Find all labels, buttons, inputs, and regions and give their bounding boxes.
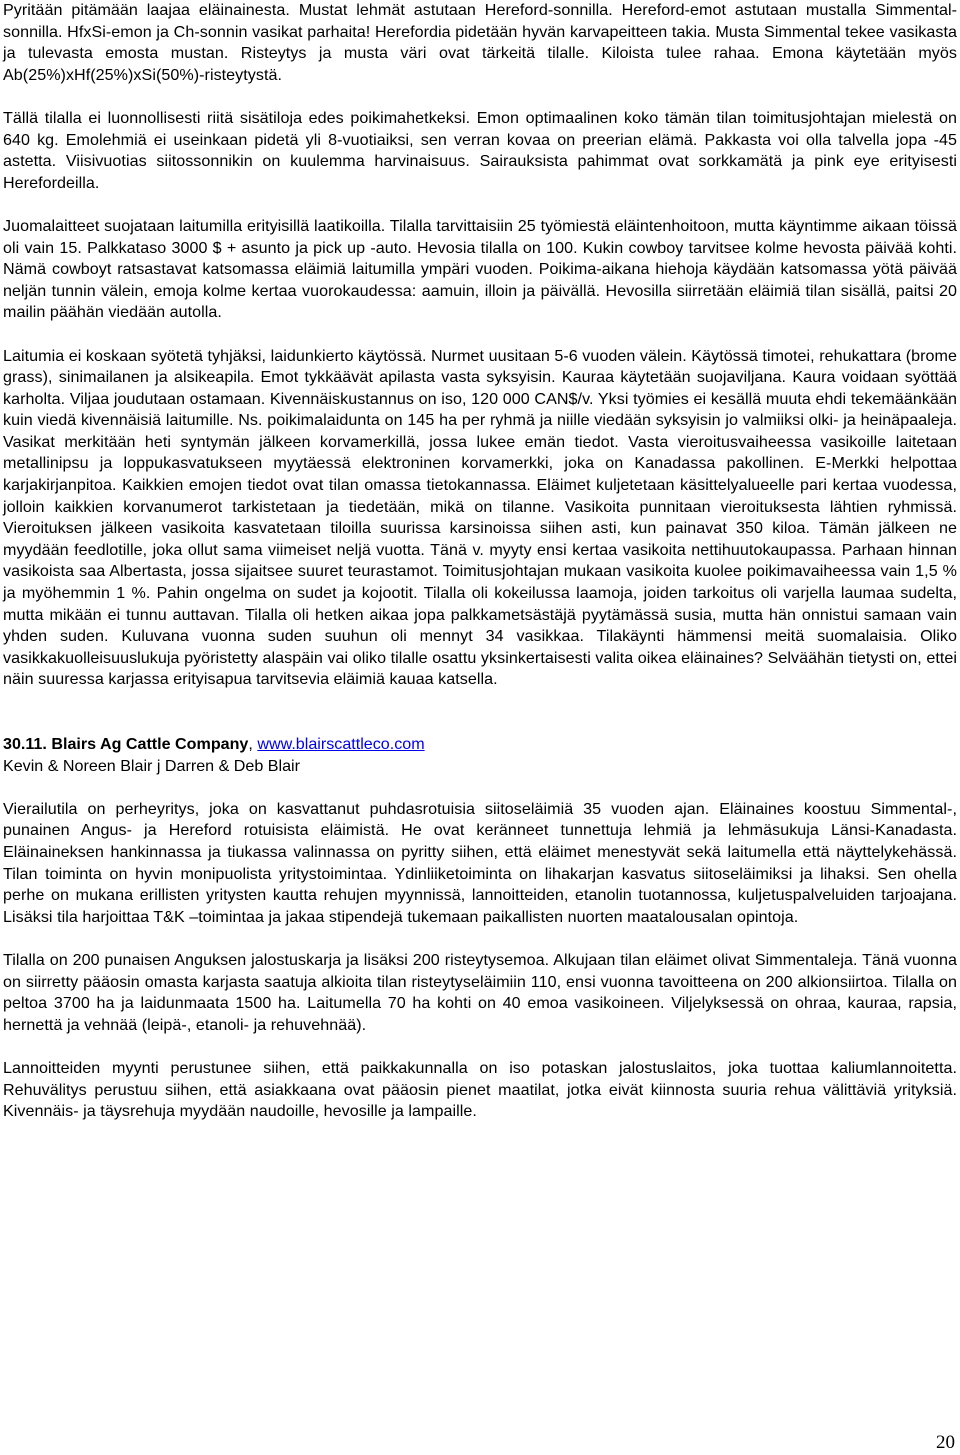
paragraph-staff: Juomalaitteet suojataan laitumilla erityisillä laatikoilla. Tilalla tarvittaisiin 25 työmiestä eläintenhoitoon, mutta käyntimme aikaan töissä oli vain 15. Palkkataso 3000 $ + asunto ja pick up -auto. Hevosia tilalla on 100. Kukin cowboy tarvitsee kolme hevosta päivää kohti. Nämä cowboyt ratsastavat katsomassa eläimiä laitumilla ympäri vuoden. Poikima-aikana hiehoja käydään katsomassa yötä päivää neljän tunnin välein, emoja kolme kertaa vuorokaudessa: aamuin, illoin ja päivällä. Hevosilla siirretään eläimiä tilan sisällä, paitsi 20 mailin päähän viedään autolla. — [3, 216, 957, 322]
paragraph-gap — [3, 928, 957, 950]
paragraph-herd: Tilalla on 200 punaisen Anguksen jalostuskarja ja lisäksi 200 risteytysemoa. Alkujaan tilan eläimet olivat Simmentaleja. Tänä vuonna on siirretty pääosin omasta karjasta saatuja alkioita tilan risteytyseläimiin 110, ensi vuonna tavoitteena on 200 alkionsiirtoa. Tilalla on peltoa 3700 ha ja laidunmaata 1500 ha. Laitumella 70 ha kohti on 40 emoa vasikoineen. Viljelyksessä on ohraa, kauraa, rapsia, hernettä ja vehnää (leipä-, etanoli- ja rehuvehnää). — [3, 950, 957, 1034]
paragraph-breeding: Pyritään pitämään laajaa eläinainesta. Mustat lehmät astutaan Hereford-sonnilla. Hereford-emot astutaan mustalla Simmental-sonnilla. HfxSi-emon ja Ch-sonnin vasikat parhaita! Herefordia pidetään hyvän karvapeitteen takia. Musta Simmental tekee vasikasta ja tulevasta emosta mustan. Risteytys ja musta väri ovat tärkeitä tilalle. Kiloista tulee rahaa. Emona käytetään myös Ab(25%)xHf(25%)xSi(50%)-risteytystä. — [3, 1, 957, 84]
paragraph-gap — [3, 324, 957, 346]
company-website-link[interactable]: www.blairscattleco.com — [257, 735, 425, 753]
paragraph-pasture: Laitumia ei koskaan syötetä tyhjäksi, laidunkierto käytössä. Nurmet uusitaan 5-6 vuoden välein. Käytössä timotei, rehukattara (brome grass), sinimailanen ja alsikeapila. Emot tykkäävät apilasta vasta syksyisin. Kauraa käytetään suojaviljana. Kaura voidaan syöttää karholta. Viljaa joudutaan ostamaan. Kivennäiskustannus on iso, 120 000 CAN$/v. Yksi työmies ei kesällä muuta ehdi tekemäänkään kuin viedä kivennäisiä laitumille. Ns. poikimalaidunta on 145 ha per ryhmä ja niille viedään syksyisin jo valmiiksi olki- ja heinäpaaleja. Vasikat merkitään heti syntymän jälkeen korvamerkillä, jossa lukee emän tiedot. Vasta vieroitusvaiheessa vasikoille laitetaan metallinipsu ja loppukasvatukseen myytäessä elektroninen korvamerkki, joka on Kanadassa pakollinen. E-Merkki helpottaa karjakirjanpitoa. Kaikkien emojen tiedot ovat tilan omassa tietokannassa. Eläimet kuljetetaan käsittelyalueelle pari kertaa vuodessa, jolloin kaikkien korvanumerot tarkistetaan ja tiedetään, mikä on tilanne. Vasikoita punnitaan vieroituksesta lähtien ryhmissä. Vieroituksen jälkeen vasikoita kasvatetaan tiloilla suurissa karsinoissa siihen asti, kun painavat 350 kiloa. Tämän jälkeen ne myydään feedlotille, joka ollut sama viimeiset neljä vuotta. Tänä v. myyty ensi kertaa vasikoita nettihuutokaupassa. Parhaan hinnan vasikoista saa Albertasta, jossa sijaitsee suuret teurastamot. Toimitusjohtajan mukaan vasikoita kuolee poikimavaiheessa vain 1,5 % ja myöhemmin 1 %. Pahin ongelma on sudet ja kojootit. Tilalla oli kokeilussa laamoja, joiden tarkoitus oli varjella laumaa sudelta, mutta mikään ei tunnu auttavan. Tilalla oli hetken aikaa jopa palkkametsästäjä pyytämässä susia, mutta hän onnistui samaan vain yhden suden. Kuluvana vuonna suden suuhun oli mennyt 34 vasikkaa. Tilakäynti hämmensi meitä suomalaisia. Oliko vasikkakuolleisuuslukuja pyöristetty alaspäin vai oliko tilalle osattu yksinkertaisesti valita oikea eläinaines? Selväähän tietysti on, ettei näin suuressa karjassa erityisapua tarvitsevia eläimiä kauaa katsella. — [3, 346, 957, 689]
section-number: 30.11. — [3, 735, 47, 753]
section-gap — [3, 691, 957, 734]
document-page — [3, 0, 957, 1123]
paragraph-gap — [3, 777, 957, 799]
paragraph-gap — [3, 86, 957, 108]
paragraph-company-intro: Vierailutila on perheyritys, joka on kasvattanut puhdasrotuisia siitoseläimiä 35 vuoden ajan. Eläinaines koostuu Simmental-, punainen Angus- ja Hereford rotuisista eläimistä. He ovat keränneet tunnettuja lehmiä ja lehmäsukuja Länsi-Kanadasta. Eläinaineksen hankinnassa ja tiukassa valinnassa on pyritty siihen, että eläimet menestyvät sekä laitumella että näyttelykehässä. Tilan toiminta on hyvin monipuolista yritystoimintaa. Ydinliiketoiminta on lihakarjan kasvatus siitoseläimiksi ja lihaksi. Sen ohella perhe on mukana erillisten yritysten kautta rehujen myynnissä, lannoitteiden, etanolin tuotannossa, kuljetuspalveluiden tarjoajana. Lisäksi tila harjoittaa T&K –toimintaa ja jakaa stipendejä tukemaan paikallisten nuorten maatalousalan opintoja. — [3, 799, 957, 926]
company-name: Blairs Ag Cattle Company — [51, 735, 249, 753]
heading-separator: , — [248, 735, 253, 753]
page-number: 20 — [936, 1432, 955, 1453]
paragraph-fertilizer: Lannoitteiden myynti perustunee siihen, että paikkakunnalla on iso potaskan jalostuslaitos, joka tuottaa kaliumlannoitetta. Rehuvälitys perustuu siihen, että asiakkaana ovat pääosin pienet maatilat, jotka eivät kiinnosta suuria rehua välittäviä yrityksiä. Kivennäis- ja täysrehuja myydään naudoille, hevosille ja lampaille. — [3, 1058, 957, 1121]
section-heading — [3, 734, 957, 756]
owners-line: Kevin & Noreen Blair j Darren & Deb Blair — [3, 756, 300, 775]
paragraph-gap — [3, 1036, 957, 1058]
paragraph-gap — [3, 194, 957, 216]
paragraph-conditions: Tällä tilalla ei luonnollisesti riitä sisätiloja edes poikimahetkeksi. Emon optimaalinen koko tämän tilan toimitusjohtajan mielestä on 640 kg. Emolehmiä ei useinkaan pidetä yli 8-vuotiaiksi, sen verran kovaa on preerian elämä. Pakkasta voi olla talvella jopa -45 astetta. Viisivuotias siitossonnikin on kuulemma harvinaisuus. Sairauksista pahimmat ovat sorkkamätä ja pink eye erityisesti Herefordeilla. — [3, 108, 957, 192]
